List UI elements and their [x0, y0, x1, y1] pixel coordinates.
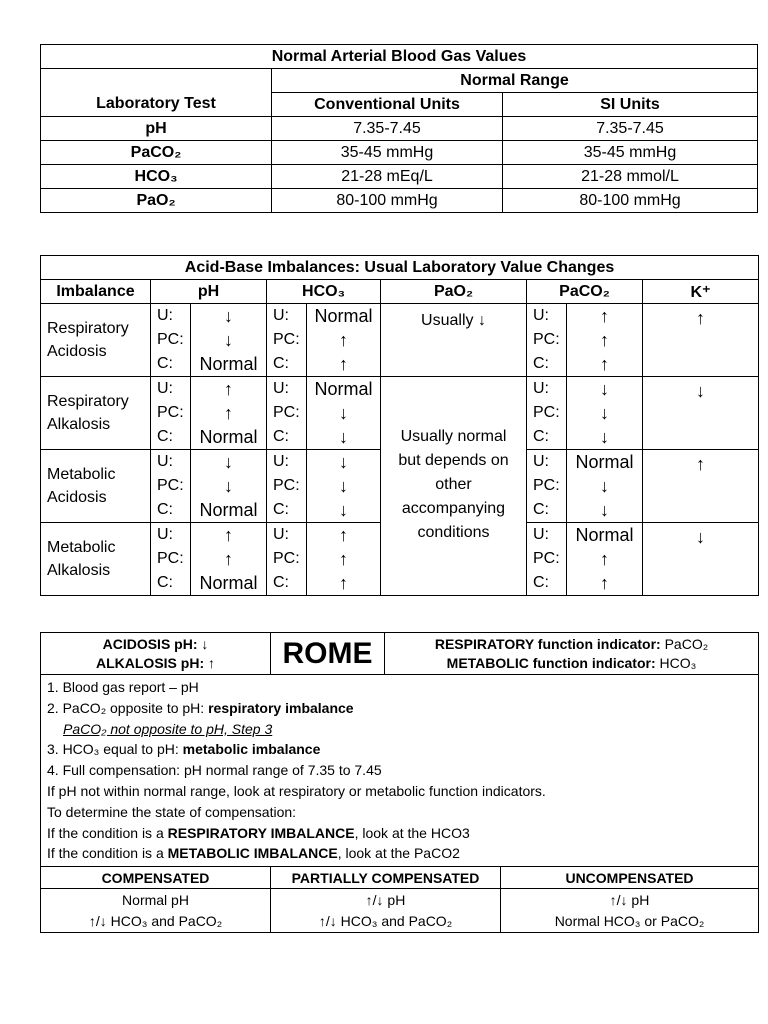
table-row: HCO₃ 21-28 mEq/L 21-28 mmol/L: [41, 165, 758, 189]
ph-values: ↑ ↑ Normal: [191, 523, 267, 596]
k-value: ↑: [643, 450, 759, 523]
imbalance-name: Metabolic Acidosis: [41, 450, 151, 523]
note-compensation: To determine the state of compensation:: [47, 803, 297, 820]
col-k: K⁺: [643, 280, 759, 304]
col-laboratory-test: Laboratory Test: [41, 93, 272, 117]
imbalance-name: Metabolic Alkalosis: [41, 523, 151, 596]
col-paco2: PaCO₂: [527, 280, 643, 304]
compensated-header: COMPENSATED: [41, 867, 271, 889]
rome-title: ROME: [271, 633, 385, 675]
ph-values: ↓ ↓ Normal: [191, 450, 267, 523]
col-conventional-units: Conventional Units: [272, 93, 503, 117]
table1-title: Normal Arterial Blood Gas Values: [41, 45, 758, 69]
col-ph: pH: [151, 280, 267, 304]
k-value: ↓: [643, 523, 759, 596]
respiratory-indicator: RESPIRATORY function indicator: PaCO₂: [434, 635, 709, 652]
rome-table: [40, 632, 759, 933]
table2-title: Acid-Base Imbalances: Usual Laboratory Value Changes: [41, 256, 759, 280]
k-value: ↑: [643, 304, 759, 377]
table-row: Respiratory Acidosis U: PC: C: ↓ ↓ Normal U: PC: C: Normal ↑ ↑ Usually ↓ U: PC: C: ↑ ↑ ↑ ↑: [41, 304, 759, 377]
note-normal-range: If pH not within normal range, look at respiratory or metabolic function indicators.: [47, 782, 546, 799]
rome-steps: [41, 675, 759, 867]
col-hco3: HCO₃: [267, 280, 381, 304]
table-row: Metabolic Acidosis U: PC: C: ↓ ↓ Normal U: PC: C: ↓ ↓ ↓ U: PC: C: Normal ↓ ↓ ↑: [41, 450, 759, 523]
partially-compensated-cell: ↑/↓ pH ↑/↓ HCO₃ and PaCO₂: [271, 889, 501, 933]
note-metabolic: If the condition is a METABOLIC IMBALANCE, look at the PaCO2: [47, 845, 460, 862]
ph-values: ↓ ↓ Normal: [191, 304, 267, 377]
uncompensated-cell: ↑/↓ pH Normal HCO₃ or PaCO₂: [501, 889, 759, 933]
acid-base-imbalance-table: [40, 255, 759, 596]
imbalance-name: Respiratory Acidosis: [41, 304, 151, 377]
ph-values: ↑ ↑ Normal: [191, 377, 267, 450]
step-3: 3. HCO₃ equal to pH: metabolic imbalance: [47, 741, 321, 758]
col-pao2: PaO₂: [381, 280, 527, 304]
table-row: PaCO₂ 35-45 mmHg 35-45 mmHg: [41, 141, 758, 165]
hco3-values: Normal ↓ ↓: [307, 377, 381, 450]
col-imbalance: Imbalance: [41, 280, 151, 304]
hco3-values: Normal ↑ ↑: [307, 304, 381, 377]
table-row: Metabolic Alkalosis U: PC: C: ↑ ↑ Normal U: PC: C: ↑ ↑ ↑ U: PC: C: Normal ↑ ↑ ↓: [41, 523, 759, 596]
metabolic-indicator: METABOLIC function indicator: HCO₃: [446, 654, 697, 671]
pao2-usually-down: Usually ↓: [381, 304, 527, 377]
table-row: PaO₂ 80-100 mmHg 80-100 mmHg: [41, 189, 758, 213]
table-row: pH 7.35-7.45 7.35-7.45: [41, 117, 758, 141]
paco2-values: Normal ↓ ↓: [567, 450, 643, 523]
compensated-cell: Normal pH ↑/↓ HCO₃ and PaCO₂: [41, 889, 271, 933]
step-2: 2. PaCO₂ opposite to pH: respiratory imbalance: [47, 699, 354, 716]
normal-abg-table: [40, 44, 758, 213]
table-row: Respiratory Alkalosis U: PC: C: ↑ ↑ Normal U: PC: C: Normal ↓ ↓ Usually normal but depends on other accompanying conditions U: PC: C: ↓ ↓ ↓ ↓: [41, 377, 759, 450]
note-respiratory: If the condition is a RESPIRATORY IMBALANCE, look at the HCO3: [47, 824, 470, 841]
paco2-values: Normal ↑ ↑: [567, 523, 643, 596]
k-value: ↓: [643, 377, 759, 450]
uncompensated-header: UNCOMPENSATED: [501, 867, 759, 889]
col-si-units: SI Units: [503, 93, 758, 117]
acidosis-indicator: ACIDOSIS pH: ↓: [102, 635, 209, 652]
normal-range-header: Normal Range: [272, 69, 758, 93]
paco2-values: ↑ ↑ ↑: [567, 304, 643, 377]
pao2-note: Usually normal but depends on other accompanying conditions: [381, 377, 527, 596]
hco3-values: ↑ ↑ ↑: [307, 523, 381, 596]
paco2-values: ↓ ↓ ↓: [567, 377, 643, 450]
partially-compensated-header: PARTIALLY COMPENSATED: [271, 867, 501, 889]
step-2-note: PaCO₂ not opposite to pH, Step 3: [63, 720, 273, 737]
hco3-values: ↓ ↓ ↓: [307, 450, 381, 523]
imbalance-name: Respiratory Alkalosis: [41, 377, 151, 450]
step-1: 1. Blood gas report – pH: [47, 679, 199, 695]
step-4: 4. Full compensation: pH normal range of 7.35 to 7.45: [47, 762, 382, 779]
alkalosis-indicator: ALKALOSIS pH: ↑: [96, 654, 215, 671]
